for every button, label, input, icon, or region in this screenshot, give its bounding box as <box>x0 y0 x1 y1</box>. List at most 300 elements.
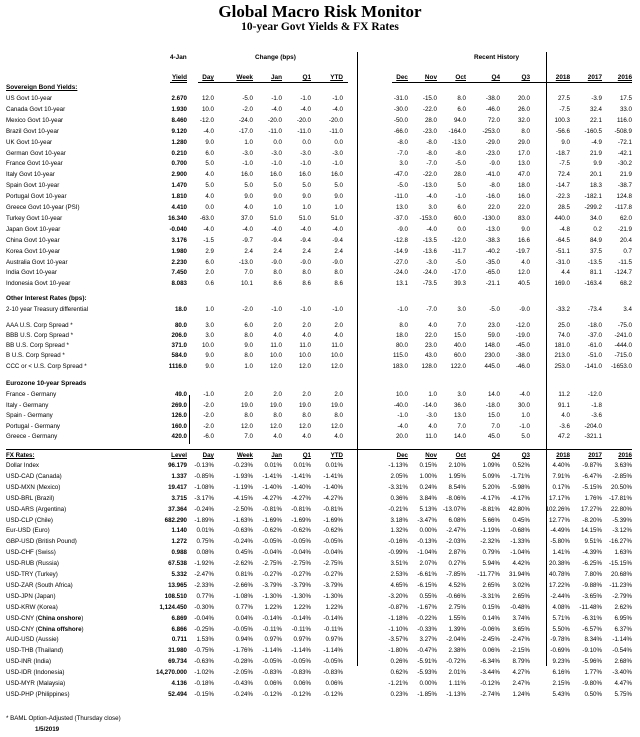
cell: -1.14% <box>612 636 632 644</box>
cell: -12.0 <box>515 322 530 329</box>
cell: -13.5 <box>422 236 437 244</box>
cell: 1.76% <box>584 494 602 502</box>
cell: -13.0 <box>485 225 500 233</box>
divider <box>189 395 190 444</box>
cell: -2.45% <box>480 636 500 644</box>
fx-column-header: Q3 <box>521 452 530 459</box>
cell: -0.27% <box>323 571 343 578</box>
cell: 0.17% <box>552 483 570 491</box>
cell: -0.54% <box>612 647 632 655</box>
cell: -0.33% <box>417 625 437 633</box>
cell: 3.4 <box>623 306 632 313</box>
cell: -1.0 <box>332 95 343 102</box>
cell: 1,124.450 <box>159 603 187 611</box>
cell: 8.0 <box>244 412 253 420</box>
fx-column-header: 2017 <box>588 452 602 459</box>
cell: -6.31% <box>582 614 602 622</box>
cell: 40.5 <box>517 280 530 288</box>
cell: 4.0 <box>273 332 282 339</box>
cell: 2.07% <box>419 560 437 568</box>
cell: 1.22% <box>325 603 343 611</box>
cell: 0.75% <box>196 538 214 546</box>
cell: -5.0 <box>242 95 253 102</box>
cell: -73.4 <box>587 306 602 313</box>
cell: -1.69% <box>262 516 282 524</box>
cell: -21.9 <box>617 225 632 233</box>
cell: -5.39% <box>612 516 632 524</box>
cell: 9.0 <box>205 138 214 146</box>
cell: 9.51% <box>584 538 602 546</box>
cell: 32.4 <box>589 105 602 113</box>
cell: 5.332 <box>171 571 187 578</box>
cell: 126.0 <box>171 412 187 420</box>
report-subtitle: 10-year Govt Yields & FX Rates <box>241 21 399 33</box>
cell: 0.08% <box>196 549 214 557</box>
cell: -0.81% <box>291 505 311 513</box>
cell: 5.0 <box>273 182 282 190</box>
cell: 7.0 <box>457 422 466 430</box>
cell: 5.09% <box>482 472 500 480</box>
cell: 2.38% <box>448 647 466 655</box>
cell: -182.1 <box>584 193 602 201</box>
cell: -63.0 <box>199 214 214 222</box>
cell: 37.0 <box>240 214 253 222</box>
cell: 0.700 <box>171 160 187 168</box>
fx-column-header: FX Rates: <box>6 452 35 459</box>
cell: -204.0 <box>584 422 602 430</box>
cell: -38.0 <box>485 95 500 102</box>
cell: 1.0 <box>334 204 343 211</box>
cell: -299.2 <box>584 204 602 211</box>
cell: -4.0 <box>519 391 530 398</box>
cell: -2.44% <box>550 592 570 600</box>
row-label: USD-JPN (Japan) <box>6 592 56 600</box>
cell: -2.03% <box>446 538 466 546</box>
fx-row <box>0 461 640 471</box>
cell: 22.80% <box>611 505 632 513</box>
cell: -2.0 <box>203 401 214 409</box>
cell: -1.41% <box>291 472 311 480</box>
cell: -0.85% <box>194 472 214 480</box>
cell: 8.0 <box>273 412 282 420</box>
cell: -50.0 <box>393 116 408 124</box>
cell: 13.0 <box>395 204 408 211</box>
cell: -2.0 <box>242 306 253 313</box>
cell: -29.0 <box>485 138 500 146</box>
cell: 10.0 <box>395 391 408 398</box>
cell: -0.83% <box>291 669 311 677</box>
rate-row <box>0 331 640 341</box>
cell: 169.0 <box>554 280 570 288</box>
cell: -1.0 <box>455 193 466 201</box>
cell: -0.83% <box>262 669 282 677</box>
fx-row <box>0 635 640 645</box>
cell: 0.45% <box>235 549 253 557</box>
cell: 440.0 <box>554 214 570 222</box>
cell: -0.43% <box>233 680 253 687</box>
cell: 6.0 <box>205 258 214 266</box>
cell: 7.80% <box>584 571 602 578</box>
cell: -0.18% <box>194 680 214 687</box>
cell: -12.0 <box>587 391 602 398</box>
cell: 2.15% <box>552 680 570 687</box>
cell: -4.0 <box>300 105 311 113</box>
cell: 8.0 <box>302 269 311 277</box>
cell: 9.120 <box>171 127 187 135</box>
cell: -72.1 <box>617 138 632 146</box>
cell: 5.0 <box>244 182 253 190</box>
cell: 0.01% <box>196 527 214 535</box>
cell: -1.40% <box>291 483 311 491</box>
fx-row <box>0 657 640 667</box>
cell: 96.179 <box>168 462 187 469</box>
divider <box>357 52 358 666</box>
cell: -1.30% <box>262 592 282 600</box>
fx-column-header: 2018 <box>556 452 570 459</box>
cell: -42.1 <box>617 149 632 157</box>
cell: 0.6 <box>205 280 214 288</box>
cell: 3.74% <box>512 614 530 622</box>
cell: -0.040 <box>169 225 187 233</box>
row-label: Portugal Govt 10-year <box>6 193 67 201</box>
cell: 12.0 <box>330 422 343 430</box>
cell: 10.0 <box>298 352 311 359</box>
cell: -4.0 <box>332 105 343 113</box>
cell: -0.99% <box>388 549 408 557</box>
cell: 5.13% <box>419 505 437 513</box>
cell: -51.0 <box>587 352 602 359</box>
cell: -46.0 <box>485 105 500 113</box>
cell: -20.0 <box>296 116 311 124</box>
cell: 8.0 <box>273 269 282 277</box>
cell: -14.0 <box>422 401 437 409</box>
footer-date: 1/5/2019 <box>35 726 60 733</box>
cell: 0.0 <box>205 204 214 211</box>
cell: -0.16% <box>388 538 408 546</box>
cell: -1.89% <box>194 516 214 524</box>
cell: -1.41% <box>323 472 343 480</box>
cell: -65.0 <box>485 269 500 277</box>
cell: 8.0 <box>399 322 408 329</box>
cell: 51.0 <box>269 214 282 222</box>
cell: 20.50% <box>611 483 632 491</box>
cell: -2.47% <box>194 571 214 578</box>
cell: 115.0 <box>392 352 408 359</box>
cell: 31.94% <box>509 571 530 578</box>
cell: -253.0 <box>482 127 500 135</box>
cell: 0.15% <box>419 462 437 469</box>
cell: 6.16% <box>552 669 570 677</box>
cell: 12.0 <box>269 422 282 430</box>
cell: -23.0 <box>422 127 437 135</box>
cell: -13.0 <box>451 138 466 146</box>
cell: -4.27% <box>262 494 282 502</box>
cell: -3.6 <box>559 422 570 430</box>
cell: -33.2 <box>555 306 570 313</box>
column-header: Jan <box>270 74 282 81</box>
cell: -11.0 <box>268 127 282 135</box>
cell: 4.0 <box>205 193 214 201</box>
cell: 4.27% <box>512 669 530 677</box>
cell: -61.0 <box>587 342 602 349</box>
cell: -0.24% <box>233 690 253 698</box>
cell: -9.0 <box>397 225 408 233</box>
sovereign-row <box>0 94 640 104</box>
cell: -9.78% <box>550 636 570 644</box>
cell: 9.0 <box>244 342 253 349</box>
cell: 28.5 <box>557 204 570 211</box>
cell: -3.79% <box>262 581 282 589</box>
row-label: USD-CNY (China offshore) <box>6 625 84 633</box>
cell: 181.0 <box>554 342 570 349</box>
fx-row <box>0 625 640 635</box>
cell: 108.510 <box>164 592 187 600</box>
cell: 6.869 <box>171 614 187 622</box>
cell: -64.5 <box>555 236 570 244</box>
cell: -1.0 <box>271 160 282 168</box>
cell: -8.0 <box>426 149 437 157</box>
cell: 1.337 <box>171 472 187 480</box>
cell: -5.91% <box>417 658 437 666</box>
cell: -20.0 <box>328 116 343 124</box>
cell: 1.0 <box>244 363 253 370</box>
fx-row <box>0 646 640 656</box>
cell: -9.0 <box>489 160 500 168</box>
cell: -11.7 <box>452 247 466 255</box>
cell: 12.0 <box>240 422 253 430</box>
cell: -3.40% <box>612 669 632 677</box>
row-label: USD-CNY (China onshore) <box>6 614 84 622</box>
cell: 0.988 <box>171 549 187 557</box>
divider <box>6 449 632 450</box>
cell: 11.0 <box>425 433 437 441</box>
row-label: AUD-USD (Aussie) <box>6 636 59 644</box>
cell: -0.04% <box>323 549 343 557</box>
cell: 5.66% <box>482 516 500 524</box>
section-sovereign: Sovereign Bond Yields: <box>6 84 78 91</box>
cell: 0.06% <box>325 680 343 687</box>
cell: 2.47% <box>512 680 530 687</box>
cell: 0.62% <box>390 669 408 677</box>
cell: -1.41% <box>262 472 282 480</box>
cell: -1.04% <box>417 549 437 557</box>
cell: 26.0 <box>517 105 530 113</box>
cell: 91.1 <box>557 401 570 409</box>
cell: -4.0 <box>300 225 311 233</box>
section-other: Other Interest Rates (bps): <box>6 295 87 302</box>
cell: -35.0 <box>485 258 500 266</box>
cell: -0.14% <box>323 614 343 622</box>
row-label: GBP-USD (British Pound) <box>6 538 77 546</box>
row-label: Korea Govt 10-year <box>6 247 60 255</box>
column-header: 2016 <box>617 74 632 81</box>
cell: 3.51% <box>390 560 408 568</box>
cell: -9.4 <box>300 236 311 244</box>
cell: 2.9 <box>205 247 214 255</box>
cell: 69.734 <box>168 658 187 666</box>
row-label: Greece - Germany <box>6 433 58 441</box>
cell: 13.0 <box>517 160 530 168</box>
cell: -3.65% <box>582 592 602 600</box>
cell: 0.23% <box>390 690 408 698</box>
cell: 102.26% <box>545 505 570 513</box>
cell: -1.69% <box>323 516 343 524</box>
cell: 8.6 <box>273 280 282 288</box>
cell: -2.62% <box>233 560 253 568</box>
cell: -11.0 <box>297 127 311 135</box>
cell: 15.0 <box>487 412 500 420</box>
cell: 5.43% <box>552 690 570 698</box>
fx-column-header: Q1 <box>302 452 311 459</box>
cell: 9.9 <box>593 160 602 168</box>
cell: -1.93% <box>233 472 253 480</box>
cell: -2.74% <box>480 690 500 698</box>
cell: -0.12% <box>480 680 500 687</box>
sovereign-row <box>0 203 640 213</box>
cell: 19.0 <box>298 401 311 409</box>
cell: 12.0 <box>201 95 214 102</box>
column-header: Nov <box>424 74 437 81</box>
row-label: Greece Govt 10-year (PSI) <box>6 204 80 211</box>
cell: 2.87% <box>448 549 466 557</box>
cell: 160.0 <box>171 422 187 430</box>
cell: 1.41% <box>552 549 570 557</box>
cell: -1.0 <box>397 306 408 313</box>
cell: 4.52% <box>448 581 466 589</box>
cell: 29.0 <box>517 138 530 146</box>
cell: -13.07% <box>442 505 466 513</box>
cell: 8.0 <box>457 95 466 102</box>
row-label: USD-ARS (Argentina) <box>6 505 67 513</box>
fx-row <box>0 668 640 678</box>
cell: -0.66% <box>446 592 466 600</box>
fx-row <box>0 690 640 700</box>
cell: -0.27% <box>262 571 282 578</box>
cell: 6.0 <box>205 149 214 157</box>
column-header: Day <box>202 74 214 81</box>
cell: 19.0 <box>330 401 343 409</box>
cell: 12.0 <box>298 422 311 430</box>
cell: -6.15% <box>417 581 437 589</box>
cell: 4.0 <box>428 422 437 430</box>
sovereign-row <box>0 149 640 159</box>
cell: 2.10% <box>448 462 466 469</box>
cell: 16.0 <box>269 171 282 179</box>
cell: -15.0 <box>422 95 437 102</box>
fx-row <box>0 614 640 624</box>
cell: -9.0 <box>271 258 282 266</box>
cell: 22.0 <box>487 204 500 211</box>
cell: 31.980 <box>168 647 187 655</box>
row-label: Portugal - Germany <box>6 422 60 430</box>
cell: -5.0 <box>455 160 466 168</box>
cell: 3.0 <box>457 306 466 313</box>
cell: 14.15% <box>581 527 602 535</box>
cell: -0.25% <box>194 625 214 633</box>
cell: -1.40% <box>262 483 282 491</box>
fx-column-header: Day <box>202 452 214 459</box>
cell: -16.0 <box>485 193 500 201</box>
cell: -12.0 <box>451 236 466 244</box>
sovereign-row <box>0 170 640 180</box>
cell: 6.0 <box>457 204 466 211</box>
cell: -6.25% <box>582 560 602 568</box>
cell: 23.0 <box>424 342 437 349</box>
cell: -8.0 <box>489 182 500 190</box>
divider <box>392 82 632 83</box>
cell: 3.65% <box>512 625 530 633</box>
cell: 4.0 <box>334 332 343 339</box>
date-header: 4-Jan <box>170 54 187 61</box>
cell: 9.0 <box>273 193 282 201</box>
cell: -30.0 <box>393 105 408 113</box>
cell: -1.85% <box>417 690 437 698</box>
cell: 3.84% <box>419 494 437 502</box>
cell: 0.77% <box>196 592 214 600</box>
cell: -8.20% <box>582 516 602 524</box>
cell: -0.05% <box>323 538 343 546</box>
cell: 7.0 <box>244 269 253 277</box>
cell: -0.15% <box>194 690 214 698</box>
cell: -0.04% <box>262 549 282 557</box>
cell: -4.17% <box>510 494 530 502</box>
cell: 14,270.000 <box>156 669 187 677</box>
cell: 0.45% <box>512 516 530 524</box>
cell: -13.5 <box>587 258 602 266</box>
cell: -73.5 <box>422 280 437 288</box>
fx-column-header: 2016 <box>618 452 632 459</box>
cell: -22.3 <box>555 193 570 201</box>
cell: -1.13% <box>388 462 408 469</box>
cell: 1.63% <box>614 549 632 557</box>
cell: 3.0 <box>428 204 437 211</box>
cell: -4.9 <box>591 138 602 146</box>
row-label: USD-THB (Thailand) <box>6 647 64 655</box>
fx-header-row <box>0 451 640 461</box>
cell: -9.80% <box>582 680 602 687</box>
cell: 0.50% <box>584 690 602 698</box>
cell: -5.98% <box>510 483 530 491</box>
cell: -11.0 <box>394 193 408 201</box>
cell: 3.0 <box>457 391 466 398</box>
cell: 28.0 <box>453 171 466 179</box>
cell: 8.0 <box>334 412 343 420</box>
cell: -75.0 <box>617 322 632 329</box>
sovereign-row <box>0 279 640 289</box>
cell: -19.7 <box>515 247 530 255</box>
cell: 5.0 <box>205 160 214 168</box>
cell: -23.0 <box>485 149 500 157</box>
row-label: USD-RUB (Russia) <box>6 560 59 568</box>
cell: -2.04% <box>446 636 466 644</box>
cell: 148.0 <box>484 342 500 349</box>
cell: -66.0 <box>393 127 408 135</box>
cell: -3.6 <box>591 412 602 420</box>
fx-column-header: Nov <box>425 452 437 459</box>
cell: 0.0 <box>457 225 466 233</box>
cell: 3.63% <box>614 462 632 469</box>
cell: 213.0 <box>554 352 570 359</box>
cell: 10.1 <box>240 280 253 288</box>
cell: -4.17% <box>480 494 500 502</box>
cell: 83.0 <box>517 214 530 222</box>
column-header: Q4 <box>491 74 500 81</box>
cell: 17.27% <box>581 505 602 513</box>
cell: -24.0 <box>238 116 253 124</box>
cell: -18.0 <box>485 401 500 409</box>
cell: -9.0 <box>332 258 343 266</box>
cell: 72.4 <box>557 171 570 179</box>
